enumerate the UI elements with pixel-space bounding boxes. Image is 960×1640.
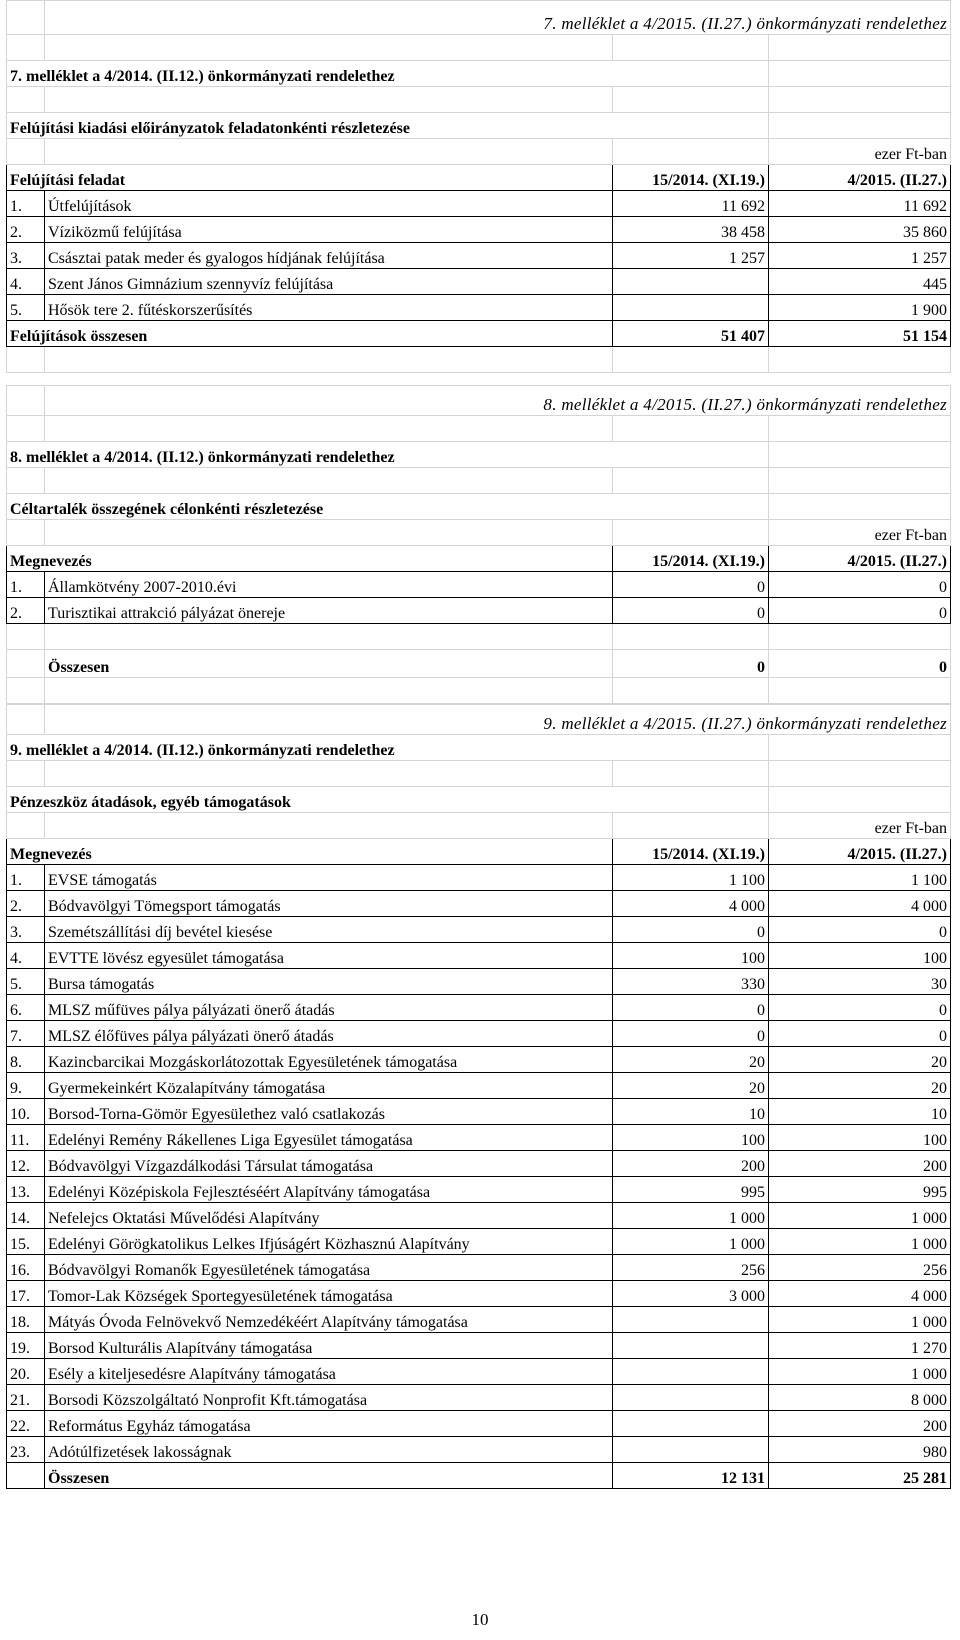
section9-row-name: Református Egyház támogatása [45, 1411, 613, 1437]
section7-row-name: Útfelújítások [45, 191, 613, 217]
section7-row-new-value: 11 692 [769, 191, 951, 217]
section9-row-new-value: 995 [769, 1177, 951, 1203]
section8-row-name: Turisztikai attrakció pályázat önereje [45, 598, 613, 624]
section7-row-old-value [613, 295, 769, 321]
section9-row [7, 1203, 951, 1229]
section7-row-number: 2. [7, 217, 45, 243]
section8-row [7, 598, 951, 624]
section9-row [7, 1177, 951, 1203]
section8-row-new-value: 0 [769, 572, 951, 598]
section9-row-name: MLSZ műfüves pálya pályázati önerő átadás [45, 995, 613, 1021]
section9-row-number: 8. [7, 1047, 45, 1073]
section9-row-new-value: 4 000 [769, 1281, 951, 1307]
section9-row-name: Edelényi Középiskola Fejlesztéséért Alapítvány támogatása [45, 1177, 613, 1203]
section9-row-old-value: 20 [613, 1047, 769, 1073]
section9-row-old-value: 0 [613, 995, 769, 1021]
section9-row-number: 12. [7, 1151, 45, 1177]
section9-row-new-value: 1 000 [769, 1307, 951, 1333]
section9-row-number: 19. [7, 1333, 45, 1359]
section9-row-name: Bódvavölgyi Romanők Egyesületének támogatása [45, 1255, 613, 1281]
section9-col-old: 15/2014. (XI.19.) [613, 839, 769, 865]
section9-row-old-value: 330 [613, 969, 769, 995]
section9-row-name: Bódvavölgyi Vízgazdálkodási Társulat támogatása [45, 1151, 613, 1177]
section9-subtitle: Pénzeszköz átadások, egyéb támogatások [7, 787, 769, 813]
section9-row-new-value: 8 000 [769, 1385, 951, 1411]
section8-row-name: Államkötvény 2007-2010.évi [45, 572, 613, 598]
section9-row-number: 10. [7, 1099, 45, 1125]
section9-row [7, 917, 951, 943]
section9-row-number: 9. [7, 1073, 45, 1099]
section9-row-name: Esély a kiteljesedésre Alapítvány támogatása [45, 1359, 613, 1385]
section8-row-old-value: 0 [613, 572, 769, 598]
section8-col-new: 4/2015. (II.27.) [769, 546, 951, 572]
section9-row-new-value: 200 [769, 1411, 951, 1437]
section9-row-new-value: 1 000 [769, 1203, 951, 1229]
section9-row-number: 4. [7, 943, 45, 969]
section9-row-new-value: 0 [769, 995, 951, 1021]
section9-row [7, 1099, 951, 1125]
section9-row-name: MLSZ élőfüves pálya pályázati önerő átadás [45, 1021, 613, 1047]
section9-row-new-value: 1 270 [769, 1333, 951, 1359]
section9-total-new: 25 281 [769, 1463, 951, 1489]
section9-row-old-value [613, 1359, 769, 1385]
section9-row-number: 13. [7, 1177, 45, 1203]
section9-row-old-value: 1 000 [613, 1229, 769, 1255]
section9-row-new-value: 100 [769, 943, 951, 969]
section8-col-name: Megnevezés [7, 546, 613, 572]
section9-row-name: Borsod Kulturális Alapítvány támogatása [45, 1333, 613, 1359]
section8-total-label: Összesen [45, 650, 613, 678]
section9-row [7, 1411, 951, 1437]
section9-row [7, 1385, 951, 1411]
section9-row-number: 15. [7, 1229, 45, 1255]
section9-row [7, 1073, 951, 1099]
section7-row-old-value [613, 269, 769, 295]
section7-row-new-value: 1 257 [769, 243, 951, 269]
section9-row-name: Edelényi Remény Rákellenes Liga Egyesület támogatása [45, 1125, 613, 1151]
section7-row-name: Szent János Gimnázium szennyvíz felújítása [45, 269, 613, 295]
section8-row [7, 572, 951, 598]
section9-row-name: Adótúlfizetések lakosságnak [45, 1437, 613, 1463]
section9-row-number: 17. [7, 1281, 45, 1307]
section9-row-old-value [613, 1437, 769, 1463]
section9-row [7, 1307, 951, 1333]
section7-total-label: Felújítások összesen [7, 321, 613, 347]
section7-row-name: Hősök tere 2. fűtéskorszerűsítés [45, 295, 613, 321]
section9-row-number: 16. [7, 1255, 45, 1281]
section9-row-old-value: 0 [613, 1021, 769, 1047]
section9-row-old-value: 4 000 [613, 891, 769, 917]
section9-row-name: Szemétszállítási díj bevétel kiesése [45, 917, 613, 943]
section9-row-number: 23. [7, 1437, 45, 1463]
section7-col-task: Felújítási feladat [7, 165, 613, 191]
section9-table [6, 704, 951, 1489]
section9-row-old-value [613, 1307, 769, 1333]
section8-row-number: 2. [7, 598, 45, 624]
section7-row-name: Császtai patak meder és gyalogos hídjának felújítása [45, 243, 613, 269]
section9-row-old-value: 256 [613, 1255, 769, 1281]
section9-row-old-value: 3 000 [613, 1281, 769, 1307]
section7-top-note: 7. melléklet a 4/2015. (II.27.) önkormányzati rendelethez [45, 1, 951, 35]
section9-row-old-value: 10 [613, 1099, 769, 1125]
section9-row [7, 1229, 951, 1255]
section9-row-old-value: 100 [613, 943, 769, 969]
section9-row-number: 11. [7, 1125, 45, 1151]
section7-row-number: 5. [7, 295, 45, 321]
section9-top-note: 9. melléklet a 4/2015. (II.27.) önkormányzati rendelethez [45, 705, 951, 735]
section9-row-new-value: 20 [769, 1073, 951, 1099]
section8-table [6, 385, 951, 704]
section9-row-new-value: 0 [769, 1021, 951, 1047]
section9-total-label: Összesen [45, 1463, 613, 1489]
section8-col-old: 15/2014. (XI.19.) [613, 546, 769, 572]
section9-row-number: 22. [7, 1411, 45, 1437]
section9-row-name: Kazincbarcikai Mozgáskorlátozottak Egyesületének támogatása [45, 1047, 613, 1073]
section9-row-old-value [613, 1333, 769, 1359]
section7-row [7, 243, 951, 269]
section7-total-new: 51 154 [769, 321, 951, 347]
section9-row-old-value: 100 [613, 1125, 769, 1151]
section9-row-number: 18. [7, 1307, 45, 1333]
page-number: 10 [471, 1610, 489, 1629]
section8-total-new: 0 [769, 650, 951, 678]
section7-col-old: 15/2014. (XI.19.) [613, 165, 769, 191]
section9-row [7, 1255, 951, 1281]
section9-row-name: EVTTE lövész egyesület támogatása [45, 943, 613, 969]
section9-row-new-value: 1 000 [769, 1229, 951, 1255]
section9-row-number: 1. [7, 865, 45, 891]
section9-row-new-value: 4 000 [769, 891, 951, 917]
section7-row [7, 217, 951, 243]
section9-unit: ezer Ft-ban [769, 813, 951, 839]
section9-row [7, 865, 951, 891]
section9-row-old-value: 0 [613, 917, 769, 943]
section7-row [7, 295, 951, 321]
section9-row-new-value: 20 [769, 1047, 951, 1073]
section9-row-old-value: 995 [613, 1177, 769, 1203]
section7-row-new-value: 1 900 [769, 295, 951, 321]
section9-col-new: 4/2015. (II.27.) [769, 839, 951, 865]
section9-row [7, 1359, 951, 1385]
section9-row-name: Bódvavölgyi Tömegsport támogatás [45, 891, 613, 917]
section9-title-ref: 9. melléklet a 4/2014. (II.12.) önkormányzati rendelethez [7, 735, 769, 761]
section7-row-number: 3. [7, 243, 45, 269]
section9-row [7, 891, 951, 917]
section7-row-old-value: 1 257 [613, 243, 769, 269]
section7-row-number: 4. [7, 269, 45, 295]
section8-title-ref: 8. melléklet a 4/2014. (II.12.) önkormányzati rendelethez [7, 442, 769, 468]
section9-row-number: 5. [7, 969, 45, 995]
section9-row-number: 3. [7, 917, 45, 943]
section9-row-old-value [613, 1411, 769, 1437]
section9-row [7, 1047, 951, 1073]
section7-total-old: 51 407 [613, 321, 769, 347]
section9-row-name: Bursa támogatás [45, 969, 613, 995]
section9-row [7, 1281, 951, 1307]
section8-row-number: 1. [7, 572, 45, 598]
section9-row [7, 1333, 951, 1359]
section7-row-new-value: 445 [769, 269, 951, 295]
section8-row-new-value: 0 [769, 598, 951, 624]
section7-row-old-value: 38 458 [613, 217, 769, 243]
section9-row-new-value: 256 [769, 1255, 951, 1281]
section9-row-name: Borsod-Torna-Gömör Egyesülethez való csatlakozás [45, 1099, 613, 1125]
section9-total-old: 12 131 [613, 1463, 769, 1489]
section8-total-old: 0 [613, 650, 769, 678]
section9-row [7, 1021, 951, 1047]
section9-row-new-value: 1 000 [769, 1359, 951, 1385]
section9-row-name: Mátyás Óvoda Felnövekvő Nemzedékéért Alapítvány támogatása [45, 1307, 613, 1333]
section7-row [7, 191, 951, 217]
section7-unit: ezer Ft-ban [769, 139, 951, 165]
section9-row-new-value: 0 [769, 917, 951, 943]
section9-row-name: Borsodi Közszolgáltató Nonprofit Kft.támogatása [45, 1385, 613, 1411]
section9-row-new-value: 100 [769, 1125, 951, 1151]
section9-row-old-value: 1 100 [613, 865, 769, 891]
section9-row-new-value: 10 [769, 1099, 951, 1125]
section9-row-name: Gyermekeinkért Közalapítvány támogatása [45, 1073, 613, 1099]
section9-row-name: Nefelejcs Oktatási Művelődési Alapítvány [45, 1203, 613, 1229]
section9-row-name: Tomor-Lak Községek Sportegyesületének támogatása [45, 1281, 613, 1307]
section9-row [7, 1151, 951, 1177]
section7-table [6, 0, 951, 373]
section7-row-old-value: 11 692 [613, 191, 769, 217]
section9-col-name: Megnevezés [7, 839, 613, 865]
section9-row-name: Edelényi Görögkatolikus Lelkes Ifjúságért Közhasznú Alapítvány [45, 1229, 613, 1255]
section9-row-number: 6. [7, 995, 45, 1021]
section9-row [7, 1437, 951, 1463]
section9-row-old-value: 1 000 [613, 1203, 769, 1229]
section7-subtitle: Felújítási kiadási előirányzatok feladatonkénti részletezése [7, 113, 769, 139]
section9-row-old-value: 200 [613, 1151, 769, 1177]
section7-row-name: Víziközmű felújítása [45, 217, 613, 243]
section9-row-new-value: 980 [769, 1437, 951, 1463]
section9-row-new-value: 30 [769, 969, 951, 995]
section9-row-number: 14. [7, 1203, 45, 1229]
section9-row [7, 995, 951, 1021]
section9-row [7, 943, 951, 969]
section8-subtitle: Céltartalék összegének célonkénti részletezése [7, 494, 769, 520]
section9-row-old-value: 20 [613, 1073, 769, 1099]
section8-top-note: 8. melléklet a 4/2015. (II.27.) önkormányzati rendelethez [45, 386, 951, 416]
section9-row-number: 20. [7, 1359, 45, 1385]
section9-row-new-value: 1 100 [769, 865, 951, 891]
section9-row [7, 969, 951, 995]
section7-col-new: 4/2015. (II.27.) [769, 165, 951, 191]
section9-row-number: 2. [7, 891, 45, 917]
section9-row-number: 21. [7, 1385, 45, 1411]
section9-row [7, 1125, 951, 1151]
section8-unit: ezer Ft-ban [769, 520, 951, 546]
section8-row-old-value: 0 [613, 598, 769, 624]
section9-row-name: EVSE támogatás [45, 865, 613, 891]
section7-title-ref: 7. melléklet a 4/2014. (II.12.) önkormányzati rendelethez [7, 61, 769, 87]
section7-row-number: 1. [7, 191, 45, 217]
section9-row-new-value: 200 [769, 1151, 951, 1177]
section9-row-old-value [613, 1385, 769, 1411]
section9-row-number: 7. [7, 1021, 45, 1047]
section7-row [7, 269, 951, 295]
section7-row-new-value: 35 860 [769, 217, 951, 243]
